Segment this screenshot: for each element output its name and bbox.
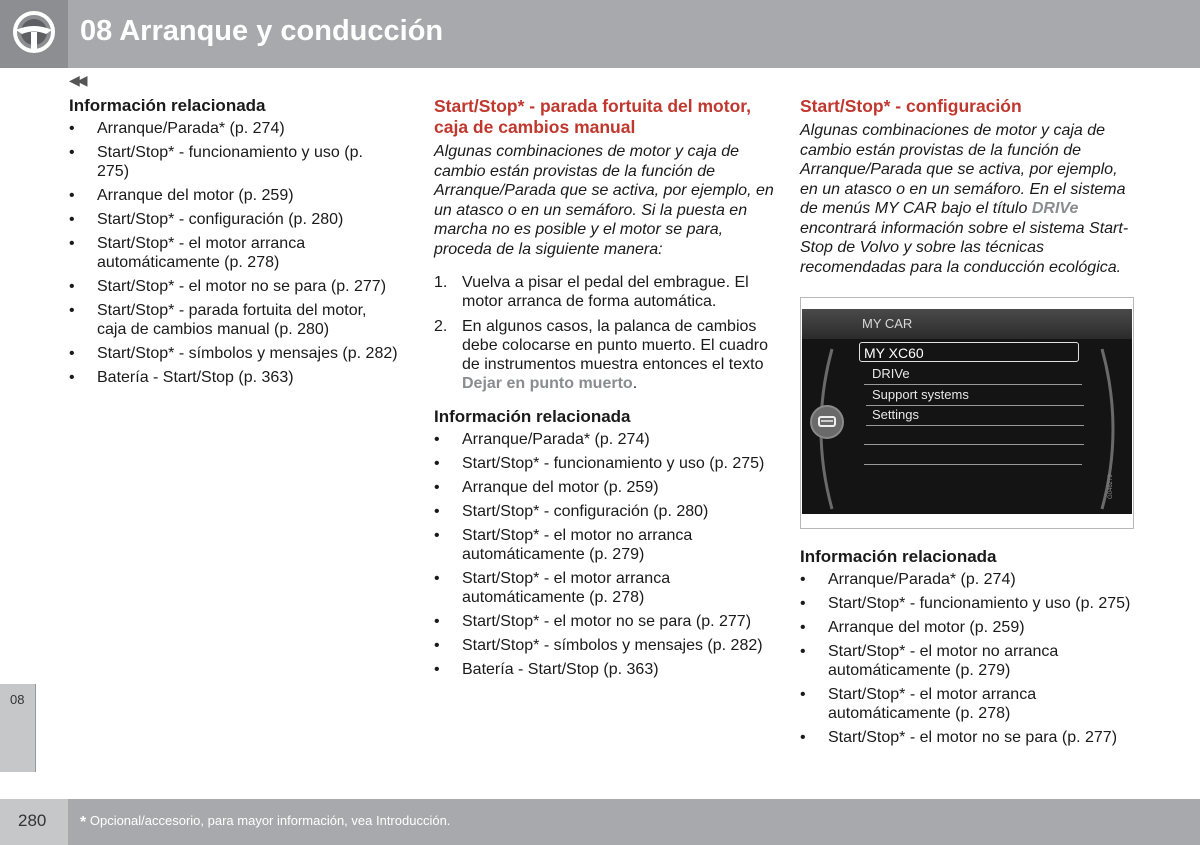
- drive-menu-text: DRIVe: [1031, 200, 1079, 217]
- related-link[interactable]: • Arranque/Parada* (p. 274): [434, 430, 774, 449]
- related-link[interactable]: • Start/Stop* - funcionamiento y uso (p. 275): [69, 143, 399, 181]
- menu-divider: [864, 384, 1082, 385]
- related-link[interactable]: • Start/Stop* - el motor arranca automáticamente (p. 278): [69, 234, 399, 272]
- related-info-heading: Información relacionada: [434, 407, 631, 426]
- related-link[interactable]: • Arranque/Parada* (p. 274): [69, 119, 399, 138]
- related-link[interactable]: • Start/Stop* - configuración (p. 280): [69, 210, 399, 229]
- related-link[interactable]: • Start/Stop* - configuración (p. 280): [434, 502, 774, 521]
- menu-item-drive[interactable]: DRIVe: [872, 366, 910, 381]
- car-icon: [810, 405, 844, 439]
- page-number-box: [0, 799, 68, 845]
- related-links-list: [434, 430, 774, 679]
- section-configuration: [800, 96, 1135, 752]
- related-link[interactable]: • Arranque del motor (p. 259): [800, 618, 1135, 637]
- chapter-title: 08 Arranque y conducción: [80, 15, 444, 47]
- display-frame-arcs: [802, 339, 1132, 514]
- related-link[interactable]: • Start/Stop* - funcionamiento y uso (p. 275): [800, 594, 1135, 613]
- section-intro: [800, 121, 1135, 277]
- menu-divider: [866, 405, 1084, 406]
- back-chevron-icon[interactable]: ◀◀: [69, 72, 85, 88]
- section-manual-stall: [434, 96, 774, 684]
- steps-list: [434, 273, 774, 393]
- display-message-text: Dejar en punto muerto: [462, 375, 633, 392]
- related-link[interactable]: • Start/Stop* - el motor no arranca automáticamente (p. 279): [800, 642, 1135, 680]
- menu-divider: [866, 425, 1084, 426]
- related-info-heading: Información relacionada: [69, 96, 266, 115]
- related-link[interactable]: • Batería - Start/Stop (p. 363): [434, 660, 774, 679]
- related-link[interactable]: • Start/Stop* - el motor arranca automáticamente (p. 278): [434, 569, 774, 607]
- menu-divider: [864, 444, 1084, 445]
- mycar-display: [802, 309, 1132, 514]
- menu-divider: [864, 464, 1082, 465]
- display-title-bar: [802, 309, 1132, 339]
- section-intro: Algunas combinaciones de motor y caja de cambio están provistas de la función de Arranque/Parada que se activa, por ejemplo, en un atasco o en un semáforo. Si la puesta en marcha no es posible y el motor se para, proceda de la siguiente manera:: [434, 143, 774, 258]
- related-link[interactable]: • Start/Stop* - el motor no se para (p. 277): [69, 277, 399, 296]
- intro-text-tail: encontrará información sobre el sistema Start-Stop de Volvo y sobre las técnicas recomendadas para la conducción ecológica.: [800, 219, 1129, 276]
- footnote-asterisk: *: [80, 814, 87, 831]
- chapter-side-tab[interactable]: [0, 684, 36, 772]
- related-link[interactable]: • Start/Stop* - el motor no se para (p. 277): [434, 612, 774, 631]
- step-number: 2.: [434, 318, 448, 335]
- related-link[interactable]: • Start/Stop* - parada fortuita del motor, caja de cambios manual (p. 280): [69, 301, 399, 339]
- intro-text: Algunas combinaciones de motor y caja de cambio están provistas de la función de Arranque/Parada que se activa, por ejemplo, en un atasco o en un semáforo. En el sistema de menús MY CAR bajo el título: [800, 122, 1126, 217]
- related-link[interactable]: • Start/Stop* - símbolos y mensajes (p. 282): [434, 636, 774, 655]
- step-text: En algunos casos, la palanca de cambios debe colocarse en punto muerto. El cuadro de instrumentos muestra entonces el texto: [462, 318, 768, 373]
- figure-code: G046279: [1108, 474, 1114, 499]
- steering-wheel-icon: [12, 10, 56, 54]
- footnote-text: Opcional/accesorio, para mayor información, vea Introducción.: [86, 813, 451, 828]
- related-link[interactable]: • Start/Stop* - funcionamiento y uso (p. 275): [434, 454, 774, 473]
- header-icon-box: [0, 0, 68, 68]
- section-title: Start/Stop* - configuración: [800, 96, 1022, 116]
- related-link[interactable]: • Arranque/Parada* (p. 274): [800, 570, 1135, 589]
- related-link[interactable]: • Batería - Start/Stop (p. 363): [69, 368, 399, 387]
- related-links-list: [800, 570, 1135, 747]
- related-link[interactable]: • Start/Stop* - el motor no arranca automáticamente (p. 279): [434, 526, 774, 564]
- mycar-screen-figure: [800, 297, 1134, 529]
- related-info-heading: Información relacionada: [800, 547, 997, 566]
- related-link[interactable]: • Start/Stop* - el motor no se para (p. 277): [800, 728, 1135, 747]
- step-item: [434, 317, 774, 393]
- menu-item-support-systems[interactable]: Support systems: [872, 387, 969, 402]
- related-info-column-1: [69, 96, 399, 392]
- chapter-tab-label: 08: [10, 692, 25, 707]
- display-title: MY CAR: [862, 316, 913, 331]
- page-footer: [0, 799, 1200, 845]
- related-link[interactable]: • Start/Stop* - el motor arranca automáticamente (p. 278): [800, 685, 1135, 723]
- step-number: 1.: [434, 274, 448, 291]
- related-link[interactable]: • Start/Stop* - símbolos y mensajes (p. 282): [69, 344, 399, 363]
- section-title: Start/Stop* - parada fortuita del motor, caja de cambios manual: [434, 96, 751, 137]
- step-text: Vuelva a pisar el pedal del embrague. El motor arranca de forma automática.: [462, 274, 749, 310]
- step-item: [434, 273, 774, 311]
- step-text-tail: .: [632, 375, 638, 392]
- related-link[interactable]: • Arranque del motor (p. 259): [69, 186, 399, 205]
- related-link[interactable]: • Arranque del motor (p. 259): [434, 478, 774, 497]
- menu-item-settings[interactable]: Settings: [872, 407, 919, 422]
- menu-item-selected[interactable]: MY XC60: [859, 342, 1079, 362]
- footnote: [80, 813, 450, 832]
- page-header: [0, 0, 1200, 68]
- page-number: 280: [18, 811, 47, 830]
- related-links-list: [69, 119, 399, 387]
